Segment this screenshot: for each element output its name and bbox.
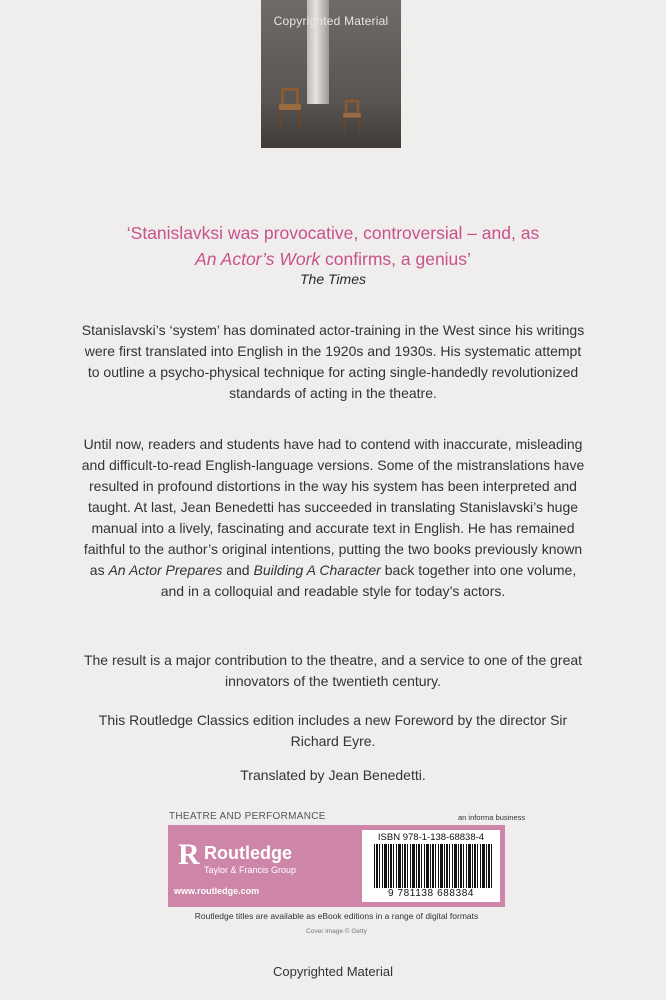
category-label: THEATRE AND PERFORMANCE [169, 811, 326, 822]
barcode-icon [374, 844, 492, 888]
translator-credit: Translated by Jean Benedetti. [240, 767, 426, 783]
publisher-url: www.routledge.com [174, 886, 260, 896]
isbn-label: ISBN 978-1-138-68838-4 [377, 832, 485, 843]
routledge-logo-icon: R [178, 838, 200, 871]
quote-line-1: ‘Stanislavksi was provocative, controversial – and, as [126, 223, 540, 243]
watermark-top: Copyrighted Material [273, 14, 389, 28]
ebook-note: Routledge titles are available as eBook editions in a range of digital formats [194, 911, 479, 921]
barcode-number: 9 781138 688384 [387, 888, 475, 899]
review-quote [70, 220, 596, 272]
chair-illustration [279, 88, 301, 128]
description-paragraph: This Routledge Classics edition includes a new Foreword by the director Sir Richard Eyre. [98, 712, 568, 749]
quote-line-2: confirms, a genius’ [320, 249, 471, 269]
barcode-panel [362, 830, 500, 902]
quote-book-title: An Actor’s Work [195, 249, 321, 269]
description-paragraph: Stanislavski’s ‘system’ has dominated actor-training in the West since his writings were first translated into English in the 1920s and 1930s. His systematic attempt to outline a psycho-physical technique for acting single-handedly revolutionized standards of acting in the theatre. [81, 322, 585, 401]
chair-illustration [343, 100, 361, 132]
publisher-group: Taylor & Francis Group [204, 865, 297, 875]
publisher-name: Routledge [204, 843, 292, 863]
quote-attribution: The Times [299, 271, 366, 287]
cover-credit: Cover image © Getty [306, 928, 367, 935]
watermark-bottom: Copyrighted Material [273, 964, 393, 979]
publisher-panel [168, 825, 505, 907]
informa-label: an informa business [458, 813, 526, 822]
book-title: An Actor Prepares [108, 562, 223, 578]
description-paragraph: The result is a major contribution to the theatre, and a service to one of the great innovators of the twentieth century. [83, 652, 583, 689]
book-title: Building A Character [253, 562, 381, 578]
description-paragraph: Until now, readers and students have had to contend with inaccurate, misleading and difficult-to-read English-language versions. Some of the mistranslations have resulted in profound distortions in the way his system has been interpreted and taught. At last, Jean Benedetti has succeeded in translating Stanislavski’s huge manual into a lively, fascinating and accurate text in English. He has remained faithful to the author’s original intentions, putting the two books previously known as An Actor Prepares and Building A Character back together into one volume, and in a colloquial and readable style for today’s actors. [81, 436, 585, 599]
